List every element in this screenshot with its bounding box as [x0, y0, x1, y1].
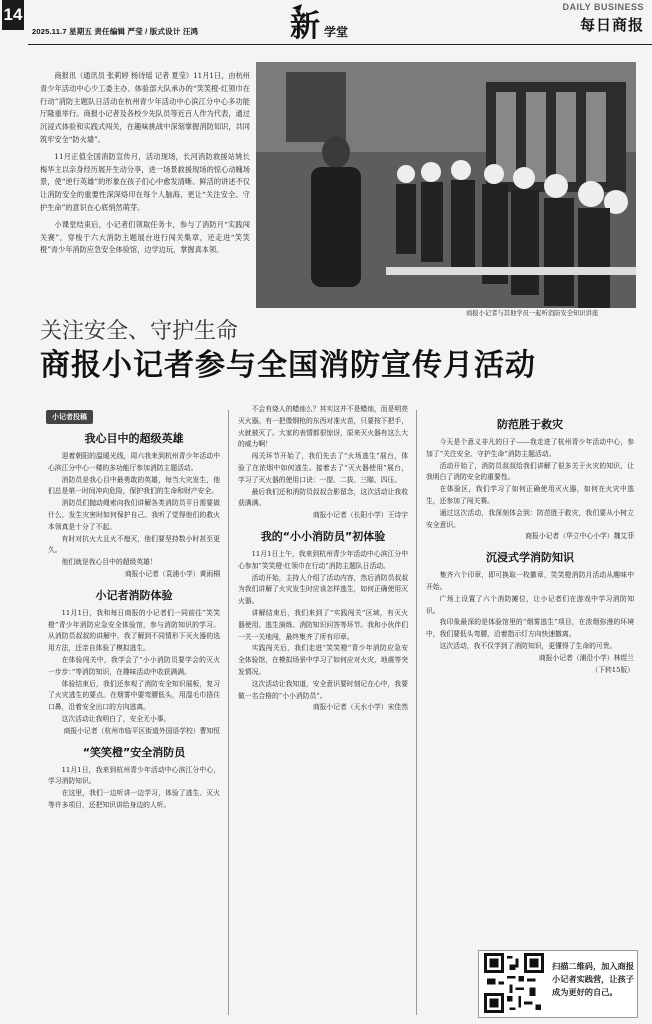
column-1 [48, 430, 220, 812]
paragraph: 体验结束后，我们还参观了消防安全知识展板，复习了火灾逃生的要点。在烟雾中要弯腰低头，用湿毛巾捂住口鼻，沿着安全出口的方向逃离。 [48, 679, 220, 712]
paragraph: 不会有烧人的蜡烛么？其实这并不是蜡烛，而是明亮灭火器。有一把像钢枪的东西对准火苗，只要按下把手，火就被灭了。大家的表情都很惊讶，原来灭火器有这么大的威力啊！ [238, 405, 408, 449]
article-title: 防范胜于救灾 [497, 418, 563, 431]
section-logo [288, 2, 368, 44]
paragraph: 闯关环节开始了，我们先去了“火场逃生”展台，体验了在浓烟中如何逃生。接着去了“灭火器使用”展台，学习了灭火器的使用口诀：一提、二拔、三瞄、四压。 [238, 452, 408, 484]
column-divider [416, 410, 417, 1015]
daily-label: DAILY BUSINESS [562, 2, 644, 12]
paragraph: 通过这次活动，我深刻体会到：防范胜于救灾，我们要从小树立安全意识。 [426, 508, 634, 529]
paragraph: 迎着朝阳的温暖光线，周六我来到杭州青少年活动中心滨江分中心一楼的多功能厅参加消防主题活动。 [48, 452, 220, 472]
paragraph: 在体验闯关中，我学会了“小小消防员要学会的灭火一步步：”等消防知识，在趣味活动中收获满满。 [48, 655, 220, 676]
article-title: 我心目中的超级英雄 [84, 432, 184, 445]
lead-paragraph: 商报讯（通讯员 张莉婷 杨诗瑶 记者 夏莹）11月1日，由杭州青少年活动中心少工委主办、体验部大队承办的“笑笑橙·红领巾在行动”消防主题队日活动在杭州青少年活动中心滨江分中心多功能厅隆重举行。商报小记者及各校少先队员等近百人作为代表，通过沉浸式体验和实践式闯关，在趣味挑战中深刻掌握消防知识，共同筑牢安全“防火墙”。 [40, 71, 250, 144]
paragraph: 今天是个意义非凡的日子——我走进了杭州青少年活动中心，参加了“关注安全、守护生命”消防主题活动。 [426, 438, 634, 458]
headline: 商报小记者参与全国消防宣传月活动 [40, 348, 536, 383]
paragraph: 他们就是我心目中的超级英雄！ [61, 558, 157, 567]
paragraph: 活动开始，主持人介绍了活动内容，然后消防员叔叔为我们讲解了火灾发生时应该怎样逃生，如何正确使用灭火器。 [238, 573, 408, 606]
paragraph: 11月1日，我和每日商报的小记者们一同前往“笑笑橙”青少年消防应急安全体验馆，参与消防知识的学习。从消防员叔叔的讲解中，我了解到不同情形下灭火器的选用方法，还亲自体验了模拟逃生。 [48, 608, 220, 653]
svg-text:学堂: 学堂 [324, 25, 349, 39]
paragraph: 活动开始了，消防员叔叔给我们讲解了很多关于火灾的知识，让我明白了消防安全的重要性。 [426, 461, 634, 482]
paragraph: 最后我们还和消防员叔叔合影留念，这次活动让我收获满满。 [238, 487, 408, 508]
svg-text:新: 新 [290, 9, 320, 44]
photo-caption: 商报小记者与其他学员一起听消防安全知识讲座 [466, 310, 599, 317]
byline: 商报小记者（浦沿小学）林煜兰 [538, 653, 634, 662]
lead-paragraph: 小课堂结束后，小记者们领取任务卡，参与了消防月“实践闯关赛”，穿梭于六大消防主题展台进行闯关集章，还走进“笑笑橙”青少年消防应急安全体验馆，边学边玩，掌握真本领。 [40, 219, 250, 255]
column-3 [426, 416, 634, 676]
qr-code-icon[interactable] [484, 953, 544, 1013]
masthead [0, 0, 652, 44]
byline: 商报小记者（长阳小学）王诗宇 [312, 511, 408, 520]
article-title: 小记者消防体验 [95, 588, 173, 602]
column-2 [238, 404, 408, 714]
article-title: 我的“小小消防员”初体验 [260, 529, 386, 543]
header-rule [28, 44, 652, 45]
paragraph: 有时对抗火大且火不熄灭，他们要坚持数小时甚至更久。 [48, 534, 220, 555]
qr-promo-text: 扫描二维码，加入商报小记者实践营，让孩子成为更好的自己。 [552, 961, 634, 997]
paragraph: 11月1日，我来到杭州青少年活动中心滨江分中心，学习消防知识。 [48, 765, 220, 786]
page-number: 14 [2, 0, 24, 30]
event-photo [256, 62, 636, 308]
paragraph: 这次活动，我不仅学到了消防知识，更懂得了生命的可贵。 [439, 641, 617, 650]
article-title: “笑笑橙”安全消防员 [82, 745, 186, 759]
paragraph: 消防员们抛动绳索向我们讲解各类消防员平日需要做什么，发生灾害时如何保护自己。我听了觉得他们的救火本领真是十分了不起。 [48, 499, 220, 531]
tag-label: 小记者投稿 [46, 410, 93, 424]
brand-name: 每日商报 [579, 16, 644, 34]
byline: 商报小记者（华立中心小学）魏艾菲 [525, 532, 634, 541]
paragraph: 这次活动让我明白了，安全无小事。 [61, 714, 171, 723]
byline: 商报小记者（杭州市临平区街道外国语学校）曹知恒 [63, 726, 220, 735]
paragraph: 讲解结束后，我们来到了“实践闯关”区域，有灭火器使用、逃生演练、消防知识问答等环节。我和小伙伴们一关一关地闯，最终集齐了所有印章。 [238, 608, 408, 641]
lead-story [40, 70, 250, 261]
kicker: 关注安全、守护生命 [40, 319, 239, 344]
paragraph: 在这里，我们一边听讲一边学习，体验了逃生、灭火等许多项目，还把知识讲给身边的人听。 [48, 789, 220, 809]
issue-meta: 2025.11.7 星期五 责任编辑 严莹 / 版式设计 汪鸿 [32, 27, 199, 36]
paragraph: 我印象最深的是体验馆里的“烟雾逃生”项目，在浓烟弥漫的环境中，我们要低头弯腰，沿着指示灯方向快速撤离。 [426, 618, 634, 639]
lead-paragraph: 11月正值全国消防宣传月，活动现场，长河消防救援站姚长梅华主以亲身经历展开生动分享，进一场景救援现场的惊心动魄场景，使“逆行英雄”的形象在孩子们心中愈发清晰。鲜活的讲述不仅让消防安全的重要性深深烙印在每个人脑海，更让“关注安全、守护生命”的意识在心底悄然萌芽。 [40, 151, 250, 212]
paragraph: 消防员是我心目中最勇敢的英雄，每当大灾发生，他们总是第一时间冲向危险，保护我们的生命和财产安全。 [48, 475, 220, 496]
paragraph: 实践闯关后，我们走进“笑笑橙”青少年消防应急安全体验馆，在模拟场景中学习了如何应对火灾、地震等突发情况。 [238, 644, 408, 676]
section-tag [40, 404, 93, 430]
paragraph: 这次活动让我知道，安全意识要时刻记在心中，我要做一名合格的“小小消防员”。 [238, 679, 408, 700]
paragraph: 集齐六个印章，即可换取一枚徽章，笑笑橙消防月活动从趣味中开始。 [426, 571, 634, 591]
continued-note: （下转15版） [591, 665, 634, 674]
article-title: 沉浸式学消防知识 [486, 551, 574, 565]
paragraph: 11月1日上午，我来到杭州青少年活动中心滨江分中心参加“笑笑橙·红领巾在行动”消防主题队日活动。 [238, 549, 408, 570]
column-divider [228, 410, 229, 1015]
paragraph: 在体验区，我们学习了如何正确使用灭火器，如何在火灾中逃生，还参加了闯关赛。 [426, 485, 634, 505]
byline: 商报小记者（天水小学）宋佳然 [312, 703, 408, 712]
paragraph: 广场上设置了六个消防摊位，让小记者们在游戏中学习消防知识。 [426, 594, 634, 615]
byline: 商报小记者（袁浦小学）黄雨桐 [124, 569, 220, 578]
